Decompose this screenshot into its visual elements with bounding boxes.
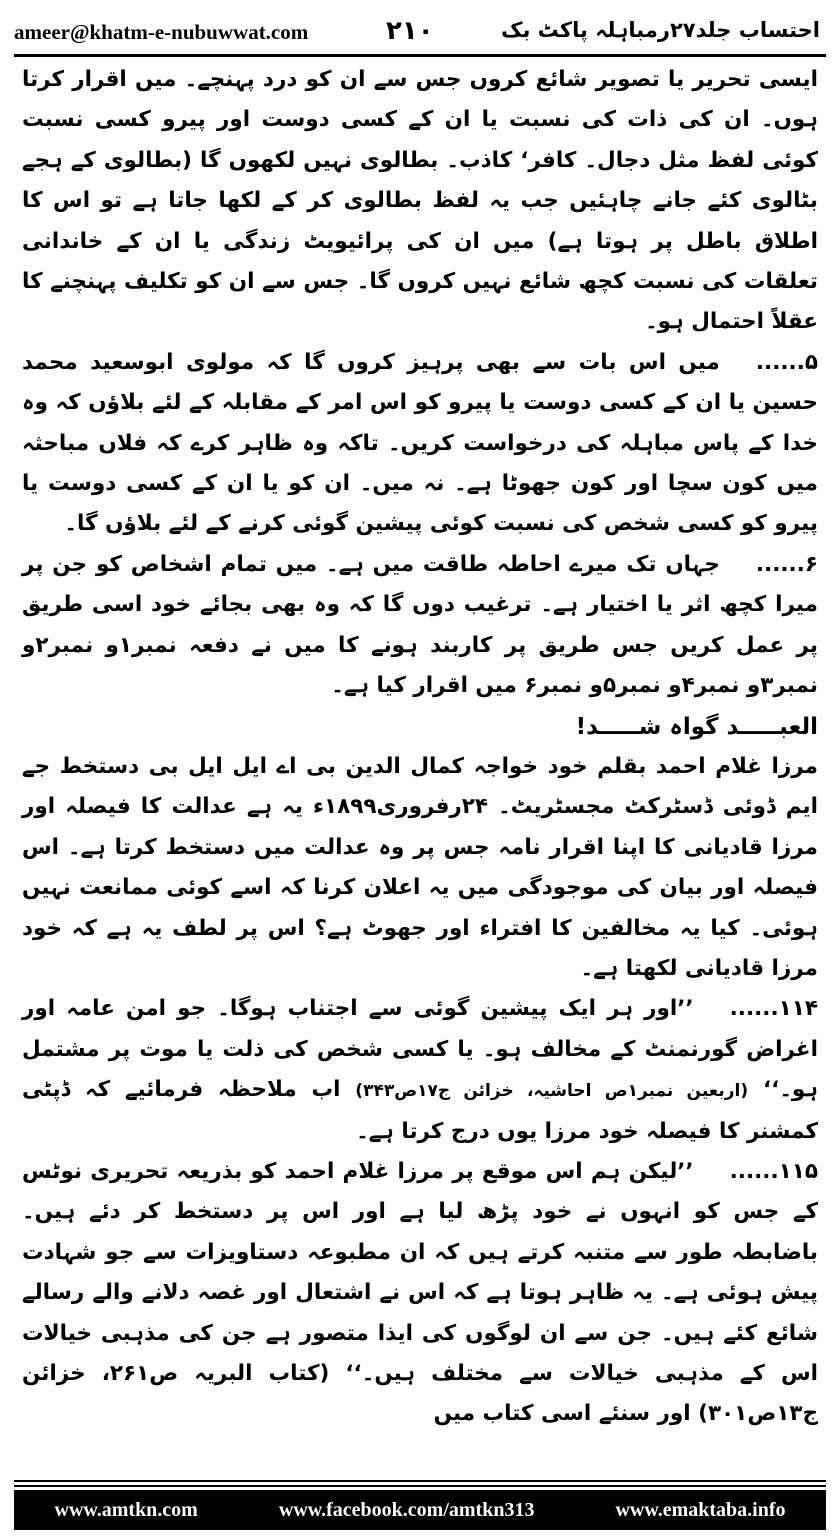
- clause-6: [22, 545, 818, 707]
- quote-reference: (اربعین نمبر۱ص احاشیہ، خزائن ج۱۷ص۳۴۳): [355, 1081, 749, 1102]
- page-body: [22, 60, 818, 1460]
- header-divider: [14, 54, 826, 57]
- page-number: ۲۱۰: [386, 16, 434, 46]
- footer-link-amtkn[interactable]: www.amtkn.com: [54, 1498, 198, 1521]
- footer-link-emaktaba[interactable]: www.emaktaba.info: [615, 1498, 786, 1521]
- footer-divider: [14, 1480, 826, 1482]
- quote-followup: اب ملاحظہ فرمائیے کہ ڈپٹی کمشنر کا فیصلہ خود مرزا یوں درج کرتا ہے۔: [22, 1077, 818, 1144]
- book-title: احتساب جلد۲۷رمباہلہ پاکٹ بک: [500, 18, 820, 42]
- quote-115: [22, 1152, 818, 1435]
- clause-text: جہاں تک میرے احاطہ طاقت میں ہے۔ میں تمام اشخاص کو جن پر میرا کچھ اثر یا اختیار ہے۔ ترغیب دوں گا کہ وہ بھی بجائے خود اسی طریق پر عمل کریں جس طریق پر کاربند ہونے کا میں نے دفعہ نمبر۱و نمبر۲و نمبر۳و نمبر۴و نمبر۵و نمبر۶ میں اقرار کیا ہے۔: [22, 551, 818, 699]
- header-email: ameer@khatm-e-nubuwwat.com: [14, 20, 309, 44]
- quote-number: ۱۱۵......: [729, 1158, 818, 1184]
- quote-text: ’’اور ہر ایک پیشین گوئی سے اجتناب ہوگا۔ جو امن عامہ اور اغراض گورنمنٹ کے مخالف ہو۔ یا کسی شخص کی ذلت یا موت پر مشتمل ہو۔‘‘: [22, 996, 818, 1103]
- page-footer: [14, 1490, 826, 1530]
- clause-text: میں اس بات سے بھی پرہیز کروں گا کہ مولوی ابوسعید محمد حسین یا ان کے کسی دوست یا پیرو کو اس امر کے مقابلہ کے لئے بلاؤں کہ وہ خدا کے پاس مباہلہ کی درخواست کریں۔ تاکہ وہ ظاہر کرے کہ فلاں مباحثہ میں کون سچا اور کون جھوٹا ہے۔ نہ میں۔ ان کو یا ان کے کسی دوست یا پیرو کو کسی شخص کی نسبت کوئی پیشین گوئی کرنے کے لئے بلاؤں گا۔: [22, 349, 818, 537]
- page-header: [14, 18, 826, 52]
- paragraph-signatures: مرزا غلام احمد بقلم خود خواجہ کمال الدین بی اے ایل ایل بی دستخط جے ایم ڈوئی ڈسٹرکٹ مجسٹریٹ۔ ۲۴رفروری۱۸۹۹ء یہ ہے عدالت کا فیصلہ اور مرزا قادیانی کا اپنا اقرار نامہ جس پر وہ عدالت میں دستخط کرتا ہے۔ اس فیصلہ اور بیان کی موجودگی میں یہ اعلان کرنا کہ اسے کوئی ممانعت نہیں ہوئی۔ کیا یہ مخالفین کا افتراء اور جھوٹ ہے؟ اس پر لطف یہ ہے کہ خود مرزا قادیانی لکھتا ہے۔: [22, 753, 818, 981]
- clause-number: ۶......: [755, 551, 818, 577]
- paragraph-continuation: ایسی تحریر یا تصویر شائع کروں جس سے ان کو درد پہنچے۔ میں اقرار کرتا ہوں۔ ان کی ذات کی نسبت یا ان کے کسی دوست اور پیرو کسی نسبت کوئی لفظ مثل دجال۔ کافر‘ کاذب۔ بطالوی نہیں لکھوں گا (بطالوی کے ہجے بٹالوی کئے جانے چاہئیں جب یہ لفظ بطالوی کر کے لکھا جاتا ہے تو اس کا اطلاق باطل پر ہوتا ہے) میں ان کی پرائیویٹ زندگی یا ان کے خاندانی تعلقات کی نسبت کچھ شائع نہیں کروں گا۔ جس سے ان کو تکلیف پہنچنے کا عقلاً احتمال ہو۔: [22, 67, 818, 335]
- clause-number: ۵......: [755, 349, 818, 375]
- quote-number: ۱۱۴......: [729, 996, 818, 1022]
- clause-5: [22, 343, 818, 545]
- quote-text: ’’لیکن ہم اس موقع پر مرزا غلام احمد کو بذریعہ تحریری نوٹس کے جس کو انہوں نے خود پڑھ لیا ہے اور اس پر دستخط کر دئے ہیں۔ باضابطہ طور سے متنبہ کرتے ہیں کہ ان مطبوعہ دستاویزات سے جو شہادت پیش ہوئی ہے۔ یہ ظاہر ہوتا ہے کہ اس نے اشتعال اور غصہ دلانے والے رسالے شائع کئے ہیں۔ جن سے ان لوگوں کی ایذا متصور ہے جن کی مذہبی خیالات اس کے مذہبی خیالات سے مختلف ہیں۔‘‘ (کتاب البریہ ص۲۶۱، خزائن ج۱۳ص۳۰۱) اور سنئے اسی کتاب میں: [22, 1158, 818, 1427]
- witness-line: العبـــــد گواہ شـــــد!: [575, 713, 818, 740]
- footer-link-facebook[interactable]: www.facebook.com/amtkn313: [278, 1498, 535, 1521]
- quote-114: [22, 989, 818, 1152]
- footer-divider: [14, 1485, 826, 1487]
